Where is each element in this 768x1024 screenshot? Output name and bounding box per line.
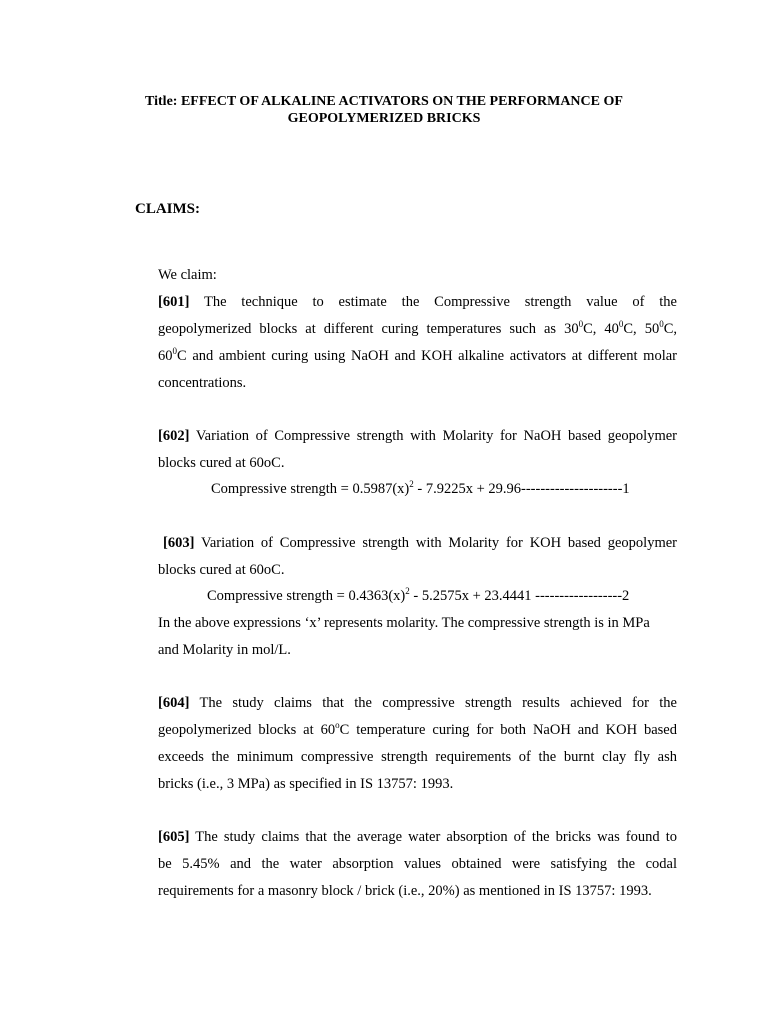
claim-604-number: [604] [158,695,190,711]
claim-601-line-3 [158,343,677,370]
claim-601-text-2b: C, 40 [583,321,619,337]
claim-605-line-2: be 5.45% and the water absorption values obtained were satisfying the codal [158,856,677,872]
claim-603-line-1 [158,530,677,557]
superscript: 2 [405,586,410,597]
equation-2-rhs: - 5.2575x + 23.4441 ------------------2 [409,588,630,604]
claim-601 [158,262,677,397]
claim-604-text-2b: C temperature curing for both NaOH and KOH based [339,722,677,738]
claim-604 [158,690,677,798]
claim-605-line-3: requirements for a masonry block / brick (i.e., 20%) as mentioned in IS 13757: 1993. [158,883,652,899]
superscript: 0 [578,319,584,330]
superscript: 0 [172,346,177,357]
claim-601-number: [601] [158,294,190,310]
superscript: 2 [409,479,414,490]
equation-1-rhs: - 7.9225x + 29.96---------------------1 [413,481,630,497]
intro-text: We claim: [158,267,217,283]
claim-604-line-1 [158,690,677,717]
claim-601-text-1: The technique to estimate the Compressive strength value of the [189,294,677,310]
claim-601-line-1 [158,289,677,316]
claim-602 [158,423,677,477]
equation-1-lhs: Compressive strength = 0.5987(x) [211,481,410,497]
claim-603-text-1: Variation of Compressive strength with Molarity for KOH based geopolymer [194,535,677,551]
expression-note [158,610,677,664]
claim-602-number: [602] [158,428,190,444]
document-title-line-2: GEOPOLYMERIZED BRICKS [287,111,481,126]
claim-603-number: [603] [163,535,195,551]
claim-604-line-4: bricks (i.e., 3 MPa) as specified in IS 13757: 1993. [158,776,454,792]
claim-603-line-2: blocks cured at 60oC. [158,562,285,578]
document-title-line-1: Title: EFFECT OF ALKALINE ACTIVATORS ON THE PERFORMANCE OF [145,94,623,109]
expression-note-line-1: In the above expressions ‘x’ represents molarity. The compressive strength is in MPa [158,615,650,631]
claim-604-line-2 [158,717,677,744]
claim-604-text-1: The study claims that the compressive strength results achieved for the [189,695,677,711]
claim-602-line-2: blocks cured at 60oC. [158,455,285,471]
claim-601-text-2a: geopolymerized blocks at different curing temperatures such as 30 [158,321,579,337]
claims-heading: CLAIMS: [135,201,201,217]
claim-604-text-2a: geopolymerized blocks at 60 [158,722,336,738]
claim-605-line-1 [158,824,677,851]
equation-2 [207,588,629,605]
claim-605-text-1: The study claims that the average water absorption of the bricks was found to [189,829,677,845]
claim-602-text-1: Variation of Compressive strength with Molarity for NaOH based geopolymer [189,428,677,444]
claim-602-line-1 [158,423,677,450]
expression-note-line-2: and Molarity in mol/L. [158,642,291,658]
equation-2-lhs: Compressive strength = 0.4363(x) [207,588,406,604]
claim-604-line-3: exceeds the minimum compressive strength requirements of the burnt clay fly ash [158,749,677,765]
superscript: 0 [618,319,624,330]
superscript: 0 [659,319,664,330]
claim-601-text-2d: C, [663,321,677,337]
claim-601-line-2 [158,316,677,343]
claim-601-text-3a: 60 [158,348,173,364]
equation-1 [211,481,630,498]
claim-603 [158,530,677,584]
claim-601-line-4: concentrations. [158,375,247,391]
claim-605-number: [605] [158,829,190,845]
claim-601-text-3b: C and ambient curing using NaOH and KOH alkaline activators at different molar [177,348,677,364]
claim-601-text-2c: C, 50 [623,321,660,337]
claim-605 [158,824,677,905]
superscript: o [335,720,340,731]
